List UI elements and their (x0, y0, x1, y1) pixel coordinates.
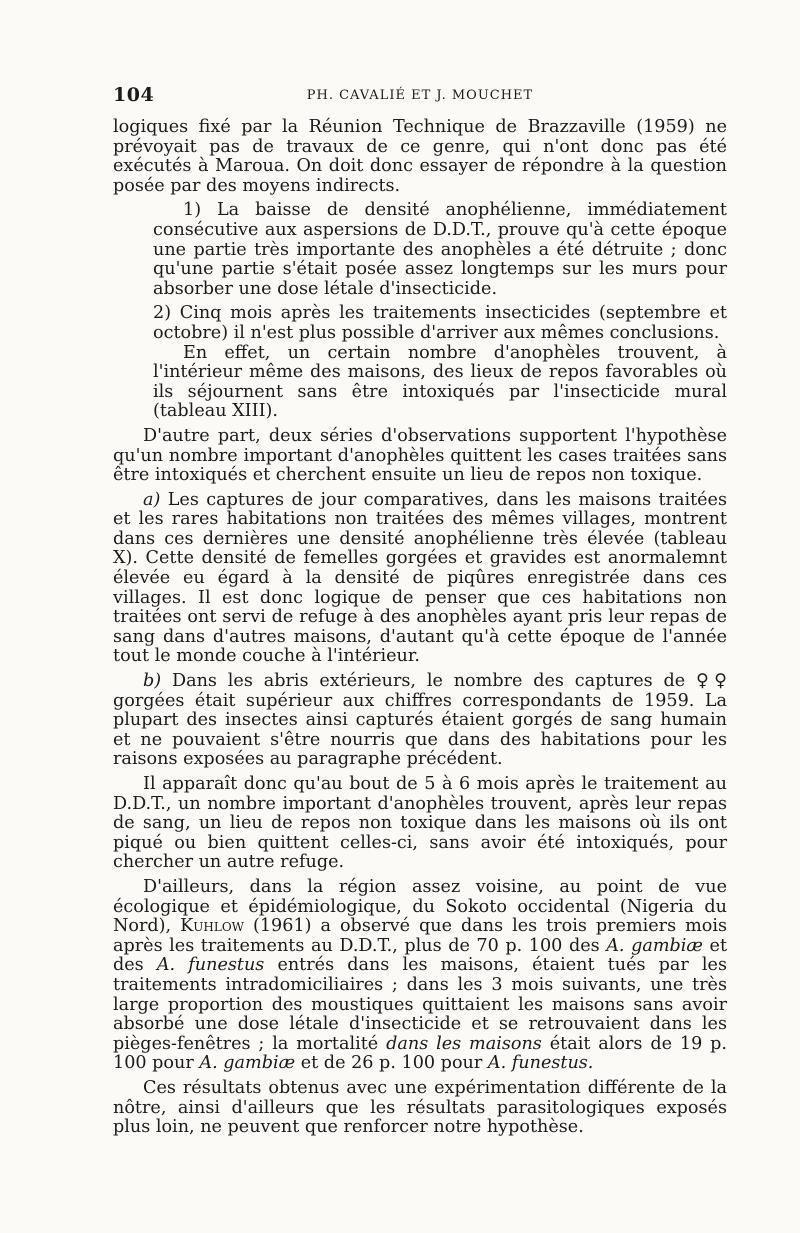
kuhlow-text-5: était alors de 19 p. 100 pour (113, 1033, 728, 1074)
paragraph-b (113, 672, 727, 770)
body-text (113, 118, 727, 1138)
kuhlow-text-2: (1961) a observé que dans les trois premiers mois après les traitements au D.D.T., plus de 70 p. 100 des (113, 916, 728, 956)
species-name: A. funestus (156, 955, 265, 976)
en-effet-block (113, 344, 727, 422)
kuhlow-text-4: entrés dans les maisons, étaient tués par les traitements intradomiciliaires ; dans les 3 mois suivants, une très large proportion des moustiques quittaient les maisons sans avoir absorbé une dose létale d'insecticide et se retrouvaient dans les pièges-fenêtres ; la mortalité (113, 955, 727, 1054)
author-kuhlow: Kuhlow (180, 916, 244, 937)
species-name: A. funestus. (487, 1053, 594, 1074)
paragraph-a-text: Les captures de jour comparatives, dans les maisons traitées et les rares habitations non traitées des mêmes villages, montrent dans ces dernières une densité anophélienne très élevée (tableau X). Cette densité de femelles gorgées et gravides est anormalemnt élevée eu égard à la densité de piqûres enregistrée dans ces villages. Il est donc logique de penser que ces habitations non traitées ont servi de refuge à des anophèles ayant pris leur repas de sang dans d'autres maisons, d'autant qu'à cette époque de l'année tout le monde couche à l'intérieur. (113, 489, 728, 667)
numbered-points (113, 201, 727, 299)
item-label-b: b) (143, 671, 162, 692)
paragraph-kuhlow (113, 878, 727, 1074)
page-header (113, 84, 727, 112)
emphasis-text: dans les maisons (386, 1033, 542, 1054)
paragraph-en-effet: En effet, un certain nombre d'anophèles trouvent, à l'intérieur même des maisons, des lieux de repos favorables où ils séjournent sans être intoxiqués par l'insecticide mural (tableau XIII). (153, 342, 727, 422)
kuhlow-text-6: et de 26 p. 100 pour (300, 1053, 483, 1074)
paragraph-conclusion: Il apparaît donc qu'au bout de 5 à 6 mois après le traitement au D.D.T., un nombre important d'anophèles trouvent, après leur repas de sang, un lieu de repos non toxique dans les maisons où ils ont piqué ou bien quittent celles-ci, sans avoir été intoxiqués, pour chercher un autre refuge. (113, 774, 727, 873)
species-name: A. gambiæ (199, 1053, 296, 1074)
kuhlow-text-3: et des (113, 935, 728, 976)
kuhlow-text-1: D'ailleurs, dans la région assez voisine, au point de vue écologique et épidémiologique, du Sokoto occidental (Nigeria du Nord), (113, 876, 727, 937)
paragraph-continuation: logiques fixé par la Réunion Technique de Brazzaville (1959) ne prévoyait pas de travaux de ce genre, qui n'ont donc pas été exécutés à Maroua. On doit donc essayer de répondre à la question posée par des moyens indirects. (113, 117, 727, 196)
paragraph-final: Ces résultats obtenus avec une expérimentation différente de la nôtre, ainsi d'ailleurs que les résultats parasitologiques exposés plus loin, ne peuvent que renforcer notre hypothèse. (113, 1077, 727, 1138)
paragraph-point-2: 2) Cinq mois après les traitements insecticides (septembre et octobre) il n'est plus possible d'arriver aux mêmes conclusions. (153, 303, 727, 343)
item-label-a: a) (143, 489, 161, 510)
paragraph-b-text: Dans les abris extérieurs, le nombre des captures de ♀♀ gorgées était supérieur aux chiffres correspondants de 1959. La plupart des insectes ainsi capturés étaient gorgés de sang humain et ne pouvaient s'être nourris que dans des habitations pour les raisons exposées au paragraphe précédent. (113, 671, 728, 770)
running-head: PH. CAVALIÉ ET J. MOUCHET (306, 88, 534, 103)
page-number: 104 (113, 84, 155, 106)
species-name: A. gambiæ (606, 935, 703, 956)
paragraph-hypothesis: D'autre part, deux séries d'observations supportent l'hypothèse qu'un nombre important d'anophèles quittent les cases traitées sans être intoxiqués et cherchent ensuite un lieu de repos non toxique. (113, 425, 727, 486)
paragraph-a (113, 491, 727, 667)
paragraph-point-1: 1) La baisse de densité anophélienne, immédiatement consécutive aux aspersions de D.D.T., prouve qu'à cette époque une partie très importante des anophèles a été détruite ; donc qu'une partie s'était posée assez longtemps sur les murs pour absorber une dose létale d'insecticide. (153, 200, 727, 299)
